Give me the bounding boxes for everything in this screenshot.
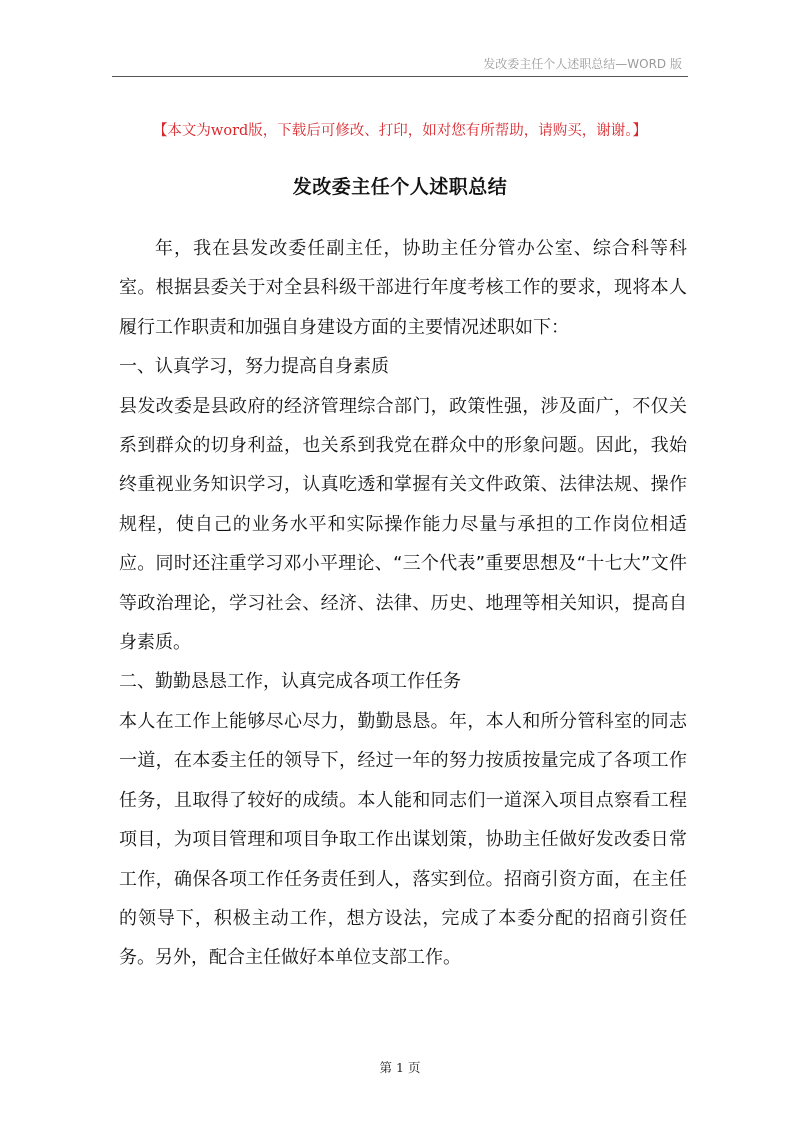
paragraph-section-1: 县发改委是县政府的经济管理综合部门，政策性强，涉及面广，不仅关系到群众的切身利益，也关系到我党在群众中的形象问题。因此，我始终重视业务知识学习，认真吃透和掌握有关文件政策、法律法规、操作规程，使自己的业务水平和实际操作能力尽量与承担的工作岗位相适应。同时还注重学习邓小平理论、“三个代表”重要思想及“十七大”文件等政治理论，学习社会、经济、法律、历史、地理等相关知识，提高自身素质。	[119, 395, 687, 654]
document-title: 发改委主任个人述职总结	[292, 176, 508, 198]
section-heading-1: 一、认真学习，努力提高自身素质	[119, 356, 389, 378]
download-notice: 【本文为word版，下载后可修改、打印，如对您有所帮助，请购买，谢谢。】	[152, 123, 648, 139]
page-number: 第 1 页	[379, 1060, 421, 1075]
running-header: 发改委主任个人述职总结—WORD 版	[483, 57, 682, 71]
header-divider	[112, 76, 688, 77]
section-heading-2: 二、勤勤恳恳工作，认真完成各项工作任务	[119, 671, 461, 693]
paragraph-intro: 年，我在县发改委任副主任，协助主任分管办公室、综合科等科室。根据县委关于对全县科级干部进行年度考核工作的要求，现将本人履行工作职责和加强自身建设方面的主要情况述职如下：	[119, 238, 687, 338]
document-body	[119, 229, 687, 978]
paragraph-section-2: 本人在工作上能够尽心尽力，勤勤恳恳。年，本人和所分管科室的同志一道，在本委主任的领导下，经过一年的努力按质按量完成了各项工作任务，且取得了较好的成绩。本人能和同志们一道深入项目点察看工程项目，为项目管理和项目争取工作出谋划策，协助主任做好发改委日常工作，确保各项工作任务责任到人，落实到位。招商引资方面，在主任的领导下，积极主动工作，想方设法，完成了本委分配的招商引资任务。另外，配合主任做好本单位支部工作。	[119, 710, 687, 969]
